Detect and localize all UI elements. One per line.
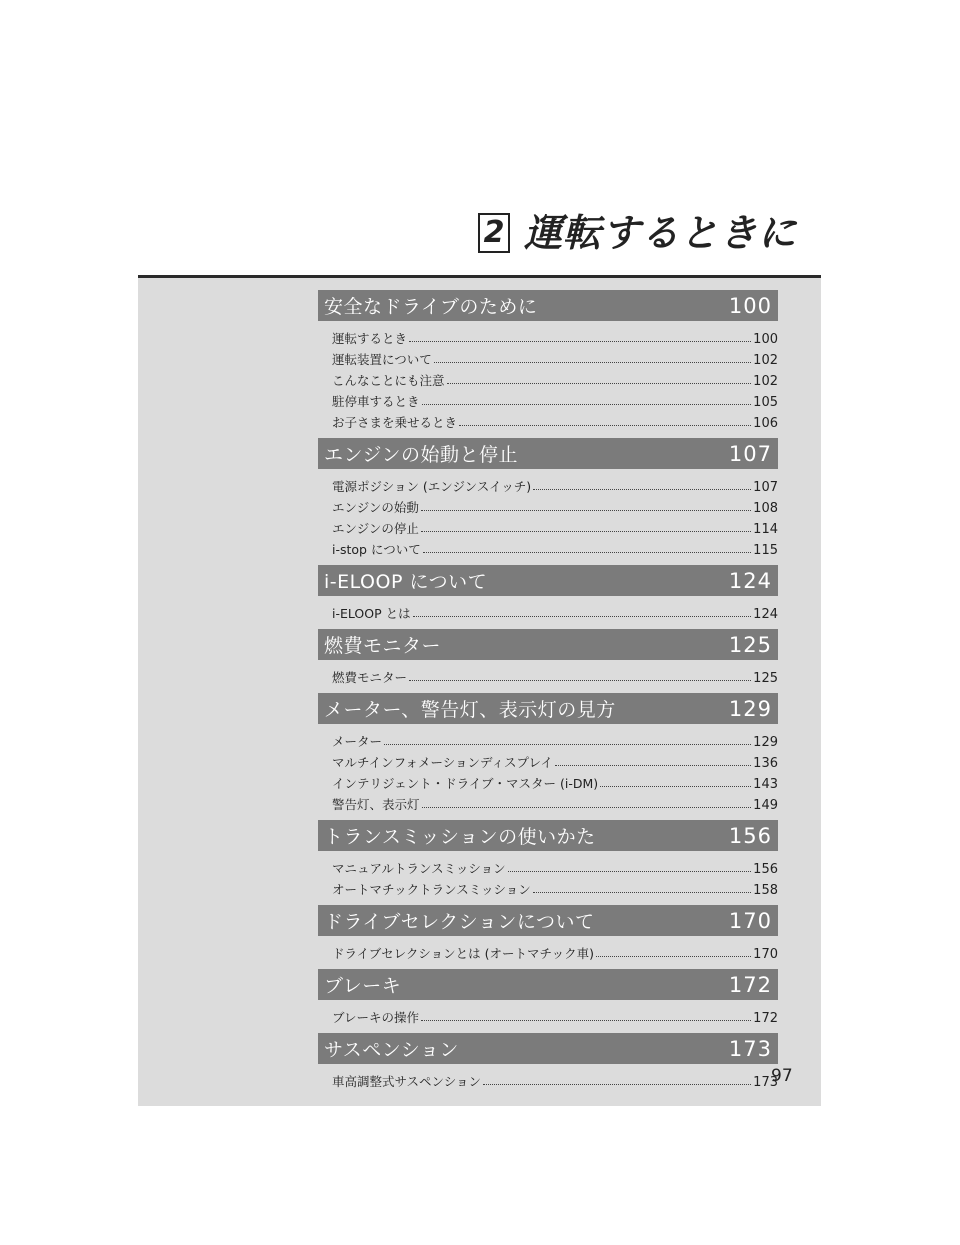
section-header[interactable] [318, 969, 778, 1000]
dot-leader [533, 892, 751, 893]
section-header[interactable] [318, 820, 778, 851]
section-header[interactable] [318, 565, 778, 596]
dot-leader [423, 552, 751, 553]
chapter-number: 2 [478, 213, 510, 253]
entry-page: 129 [753, 735, 778, 750]
dot-leader [384, 744, 751, 745]
entry-page: 114 [753, 522, 778, 537]
entry-label: 運転するとき [332, 331, 408, 346]
toc-entry[interactable] [318, 326, 778, 347]
entry-page: 124 [753, 607, 778, 622]
toc-entry[interactable] [318, 856, 778, 877]
entry-label: エンジンの停止 [332, 521, 419, 536]
entry-label: ブレーキの操作 [332, 1010, 420, 1025]
entry-page: 156 [753, 862, 778, 877]
toc-entry[interactable] [318, 368, 778, 389]
toc-entry[interactable] [318, 729, 778, 750]
entry-page: 172 [753, 1011, 778, 1026]
dot-leader [413, 616, 752, 617]
section-page: 170 [728, 908, 772, 933]
toc-entry[interactable] [318, 537, 778, 558]
entry-label: こんなことにも注意 [332, 373, 445, 388]
section-page: 125 [728, 632, 772, 657]
entry-page: 100 [753, 332, 778, 347]
section-title: トランスミッションの使いかた [324, 826, 596, 848]
toc-section [318, 1033, 778, 1090]
entry-label: エンジンの始動 [332, 500, 419, 515]
table-of-contents [318, 290, 778, 1097]
section-title: サスペンション [324, 1039, 459, 1061]
entry-label: 警告灯、表示灯 [332, 797, 420, 812]
entry-page: 158 [753, 883, 778, 898]
toc-entry[interactable] [318, 941, 778, 962]
entry-page: 170 [753, 947, 778, 962]
section-page: 173 [728, 1036, 772, 1061]
dot-leader [422, 404, 752, 405]
section-header[interactable] [318, 693, 778, 724]
dot-leader [459, 425, 751, 426]
toc-entry[interactable] [318, 495, 778, 516]
section-header[interactable] [318, 1033, 778, 1064]
entry-label: 駐停車するとき [332, 394, 420, 409]
chapter-title: 運転するときに [524, 211, 798, 255]
toc-section [318, 820, 778, 898]
entry-label: 燃費モニター [332, 670, 408, 685]
dot-leader [600, 786, 751, 787]
entry-label: ドライブセレクションとは (オートマチック車) [332, 946, 594, 961]
entry-label: 車高調整式サスペンション [332, 1074, 481, 1089]
section-page: 124 [728, 568, 772, 593]
entry-page: 125 [753, 671, 778, 686]
section-title: エンジンの始動と停止 [324, 444, 519, 466]
entry-label: オートマチックトランスミッション [332, 882, 531, 897]
section-title: メーター、警告灯、表示灯の見方 [324, 699, 616, 721]
entry-label: マルチインフォメーションディスプレイ [332, 755, 553, 770]
toc-entry[interactable] [318, 347, 778, 368]
entry-page: 136 [753, 756, 778, 771]
entry-page: 115 [753, 543, 778, 558]
toc-entry[interactable] [318, 474, 778, 495]
entry-label: メーター [332, 734, 383, 749]
toc-entry[interactable] [318, 750, 778, 771]
toc-entry[interactable] [318, 771, 778, 792]
dot-leader [596, 956, 751, 957]
entry-page: 102 [753, 374, 778, 389]
dot-leader [483, 1084, 751, 1085]
toc-section [318, 969, 778, 1026]
section-page: 107 [728, 441, 772, 466]
entry-page: 102 [753, 353, 778, 368]
section-header[interactable] [318, 629, 778, 660]
dot-leader [508, 871, 752, 872]
entry-page: 108 [753, 501, 778, 516]
entry-label: インテリジェント・ドライブ・マスター (i-DM) [332, 776, 599, 791]
entry-label: i-ELOOP とは [332, 606, 411, 621]
section-page: 172 [728, 972, 772, 997]
toc-section [318, 290, 778, 431]
toc-section [318, 438, 778, 558]
dot-leader [421, 1020, 751, 1021]
entry-page: 107 [753, 480, 778, 495]
section-page: 129 [728, 696, 772, 721]
dot-leader [533, 489, 751, 490]
toc-entry[interactable] [318, 877, 778, 898]
section-title: i-ELOOP について [324, 571, 488, 593]
toc-entry[interactable] [318, 601, 778, 622]
toc-section [318, 905, 778, 962]
toc-entry[interactable] [318, 516, 778, 537]
section-title: 燃費モニター [324, 635, 442, 657]
section-header[interactable] [318, 290, 778, 321]
section-header[interactable] [318, 438, 778, 469]
toc-entry[interactable] [318, 410, 778, 431]
dot-leader [434, 362, 751, 363]
entry-label: お子さまを乗せるとき [332, 415, 458, 430]
section-title: ブレーキ [324, 975, 402, 997]
dot-leader [447, 383, 752, 384]
dot-leader [409, 341, 751, 342]
dot-leader [421, 531, 751, 532]
entry-page: 149 [753, 798, 778, 813]
dot-leader [409, 680, 751, 681]
dot-leader [422, 807, 752, 808]
toc-entry[interactable] [318, 1005, 778, 1026]
section-title: 安全なドライブのために [324, 296, 538, 318]
toc-section [318, 629, 778, 686]
entry-page: 105 [753, 395, 778, 410]
toc-section [318, 693, 778, 813]
toc-section [318, 565, 778, 622]
section-page: 100 [728, 293, 772, 318]
entry-page: 143 [753, 777, 778, 792]
toc-entry[interactable] [318, 665, 778, 686]
entry-label: 運転装置について [332, 352, 432, 367]
toc-entry[interactable] [318, 389, 778, 410]
entry-label: i-stop について [332, 542, 421, 557]
toc-entry[interactable] [318, 792, 778, 813]
dot-leader [555, 765, 751, 766]
page-number: 97 [771, 1066, 793, 1086]
entry-label: 電源ポジション (エンジンスイッチ) [332, 479, 532, 494]
entry-page: 173 [753, 1075, 778, 1090]
section-title: ドライブセレクションについて [324, 911, 595, 933]
section-header[interactable] [318, 905, 778, 936]
entry-label: マニュアルトランスミッション [332, 861, 506, 876]
dot-leader [421, 510, 751, 511]
entry-page: 106 [753, 416, 778, 431]
section-page: 156 [728, 823, 772, 848]
toc-entry[interactable] [318, 1069, 778, 1090]
chapter-heading [478, 210, 797, 256]
